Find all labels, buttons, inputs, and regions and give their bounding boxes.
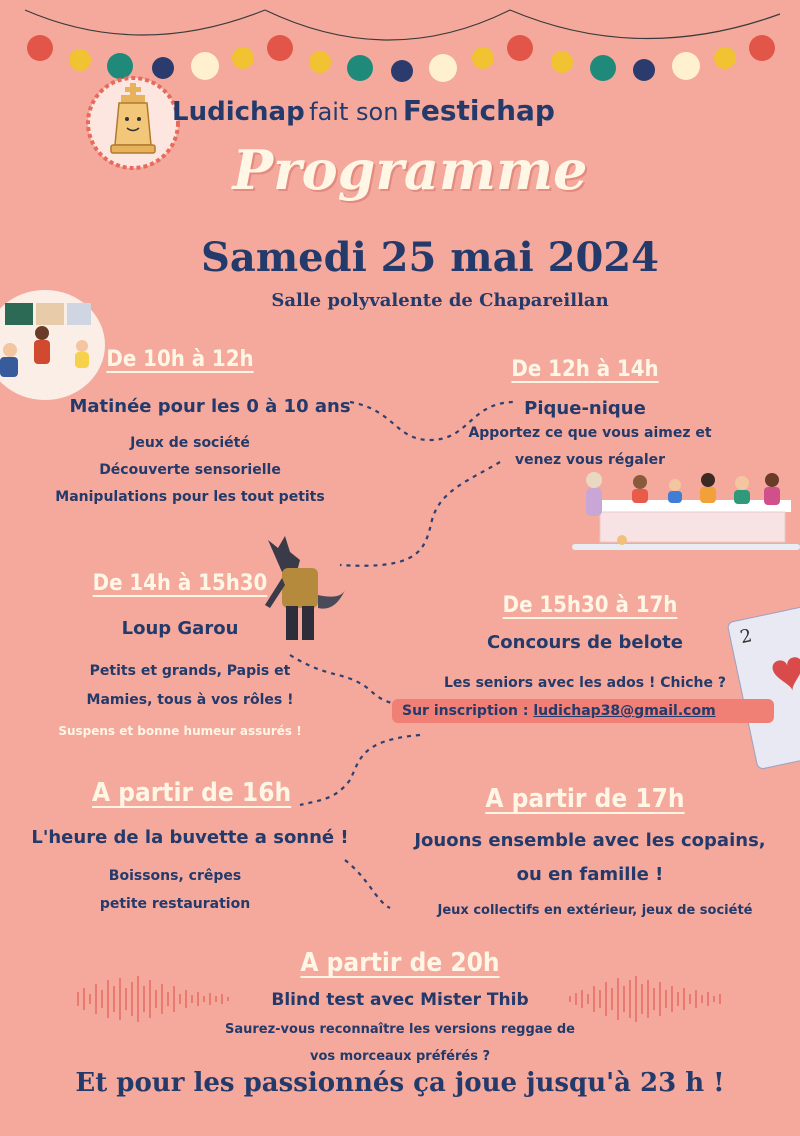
venue: Salle polyvalente de Chapareillan [271,290,609,311]
slot-5-time: A partir de 16h [92,778,292,808]
slot-7-line-1: Saurez-vous reconnaître les versions reggae de [224,1022,576,1037]
slot-3-time: De 14h à 15h30 [92,571,268,596]
slot-6-title-2: ou en famille ! [516,864,664,885]
slot-1-line-2: Découverte sensorielle [99,462,281,478]
slot-2-line-2: venez vous régaler [514,452,666,468]
slot-1-details [20,430,360,511]
brand-middle: fait son [309,98,399,126]
signup-box [392,699,774,723]
slot-5-title: L'heure de la buvette a sonné ! [31,827,349,848]
page-title: Programme [232,138,588,202]
footer-text: Et pour les passionnés ça joue jusqu'à 23 h ! [75,1068,725,1098]
signup-email-link[interactable]: ludichap38@gmail.com [533,703,716,719]
slot-5-details [60,862,290,918]
slot-3-note: Suspens et bonne humeur assurés ! [58,724,302,738]
slot-2-details [440,420,740,474]
slot-3-line-1: Petits et grands, Papis et [89,663,291,679]
brand-line [172,94,652,127]
slot-7-line-2: vos morceaux préférés ? [309,1049,491,1064]
slot-2-time: De 12h à 14h [511,357,659,382]
slot-1-line-1: Jeux de société [130,435,250,451]
slot-3-title: Loup Garou [121,618,239,639]
slot-1-title: Matinée pour les 0 à 10 ans [69,396,351,417]
slot-3-line-2: Mamies, tous à vos rôles ! [86,692,294,708]
lanterns [27,35,775,82]
signup-label: Sur inscription : [402,703,529,719]
event-date: Samedi 25 mai 2024 [201,234,659,281]
brand-name: Ludichap [172,97,305,127]
slot-7-title: Blind test avec Mister Thib [271,990,529,1010]
slot-1-time: De 10h à 12h [106,347,254,372]
slot-2-title: Pique-nique [524,398,646,419]
slot-2-line-1: Apportez ce que vous aimez et [468,425,712,441]
lantern-garland [25,10,780,40]
slot-3-details [40,657,340,715]
brand-name-2: Festichap [402,94,555,127]
slot-5-line-2: petite restauration [99,896,251,912]
slot-1-line-3: Manipulations pour les tout petits [55,489,325,505]
slot-6-time: A partir de 17h [485,784,685,814]
slot-4-time: De 15h30 à 17h [502,593,678,618]
slot-6-title: Jouons ensemble avec les copains, [414,830,766,851]
slot-7-details [180,1016,620,1070]
slot-4-title: Concours de belote [487,632,683,653]
slot-4-line-1: Les seniors avec les ados ! Chiche ? [443,675,727,691]
children-playing-illustration [0,290,105,400]
svg-text:2: 2 [738,625,754,649]
king-chess-piece-logo [88,78,178,168]
slot-7-time: A partir de 20h [300,948,500,978]
slot-6-line-1: Jeux collectifs en extérieur, jeux de société [437,903,753,918]
slot-5-line-1: Boissons, crêpes [108,868,242,884]
picnic-table-illustration [572,472,800,550]
